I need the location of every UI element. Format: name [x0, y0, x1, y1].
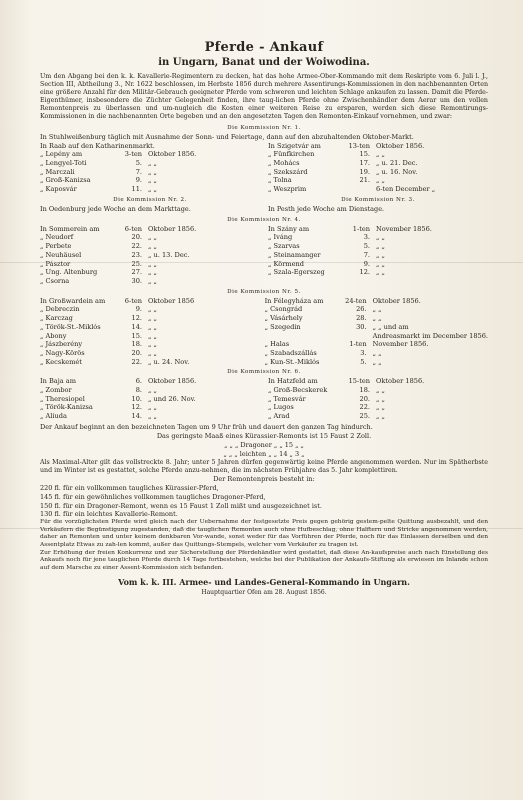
schedule-town: „ Nagy-Körös — [40, 348, 85, 357]
schedule-town: „ Neuhäusel — [40, 250, 82, 259]
commission-3-heading: Die Kommission Nr. 3. — [341, 196, 415, 203]
schedule-row — [40, 314, 257, 323]
schedule-day: 20. — [131, 233, 142, 242]
schedule-day: 18. — [131, 340, 142, 349]
schedule-extra: Oktober 1856 — [148, 296, 195, 305]
schedule-extra: „ „ — [376, 250, 385, 259]
schedule-extra: „ „ — [148, 167, 157, 176]
schedule-town: „ Iváng — [268, 233, 293, 242]
schedule-row — [265, 340, 488, 349]
commission-3-note: In Pesth jede Woche am Dienstage. — [268, 204, 385, 213]
schedule-row — [265, 314, 488, 323]
schedule-row — [265, 297, 488, 306]
schedule-row — [40, 268, 260, 277]
schedule-town: „ Szegedin — [264, 322, 301, 331]
schedule-extra: „ „ — [376, 412, 385, 421]
schedule-row — [40, 159, 260, 168]
schedule-row — [268, 377, 488, 386]
schedule-row — [40, 305, 257, 314]
schedule-row — [268, 251, 488, 260]
schedule-town: „ Tolna — [268, 176, 292, 185]
schedule-town: „ Csongrád — [264, 305, 303, 314]
schedule-day: 9. — [135, 305, 142, 314]
schedule-town: „ Zombor — [40, 386, 72, 395]
schedule-row — [265, 323, 488, 332]
schedule-extra: „ „ — [372, 357, 382, 366]
schedule-extra: Oktober 1856. — [376, 141, 425, 150]
schedule-row — [40, 185, 260, 194]
age-paragraph: Als Maximal-Alter gilt das vollstreckte 8. Jahr; unter 5 Jahren dürfen gegenwärtig keine Pferde angenommen werden. Nur im Spätherbste und im Winter ist es gestattet, solche Pferde anzu-nehmen, die im nächsten Frühjahre das 5. Jahr komplettiren. — [40, 458, 488, 474]
schedule-row — [268, 242, 488, 251]
schedule-town: „ Kecskemét — [40, 357, 82, 366]
schedule-day: 1-ten — [352, 224, 370, 233]
schedule-day: 28. — [356, 314, 367, 323]
schedule-day: 15. — [131, 331, 142, 340]
commission-1-table — [40, 142, 488, 194]
commission-1-left-column — [40, 142, 260, 194]
schedule-row — [268, 260, 488, 269]
document — [40, 40, 488, 597]
schedule-town: „ Debreczin — [40, 305, 80, 314]
commission-2-3-block — [40, 194, 488, 214]
schedule-row — [40, 332, 257, 341]
schedule-town: „ Temesvár — [268, 394, 306, 403]
schedule-day: 22. — [131, 357, 142, 366]
schedule-row — [40, 349, 257, 358]
commission-5-left-column — [40, 297, 257, 367]
schedule-day: 11. — [131, 185, 142, 194]
schedule-day: 7. — [135, 167, 142, 176]
commission-4-heading: Die Kommission Nr. 4. — [227, 216, 301, 223]
commission-1-right-column — [268, 142, 488, 194]
schedule-town: „ Szarvas — [268, 242, 300, 251]
price-item: 145 fl. für ein gewöhnliches vollkommen taugliches Dragoner-Pferd, — [40, 492, 266, 501]
schedule-row — [40, 340, 257, 349]
schedule-town: „ Neudorf — [40, 233, 74, 242]
price-item: 150 fl. für ein Dragoner-Remont, wenn es 15 Faust 1 Zoll mißt und ausgezeichnet ist. — [40, 501, 322, 510]
intro-paragraph: Um den Abgang bei den k. k. Kavallerie-Regimentern zu decken, hat das hohe Armee-Ober-Kommando mit dem Reskripte vom 6. Juli l. J., Section III, Abtheilung 3., Nr. 1622 beschlossen, im Herbste 1856 durch mehrere Assentirungs-Kommissionen in den nachbenannten Orten eine größere Anzahl für den Militär-Gebrauch geeigneter Pferde vom schweren und leichten Schlage ankaufen zu lassen. Damit die Pferde-Eigenthümer, insbesondere die Züchter Gelegenheit finden, ihre taug-lichen Pferde ohne Zwischenhändler dem Aerar um den vollen Remontenpreis zu überlassen und um-nugleich die Kosten einer weiteren Reise zu ersparen, werden sich diese Remontirungs-Kommissionen in die nachbenannten Orte begeben und an den angesetzten Tagen den Remonten-Einkauf vornehmen, und zwar: — [40, 73, 488, 121]
schedule-town: „ Lengyel-Toti — [40, 158, 87, 167]
schedule-town: „ Török-St.-Miklós — [40, 322, 101, 331]
schedule-day — [345, 332, 367, 341]
schedule-extra: „ „ — [372, 314, 382, 323]
schedule-town: In Szigetvár am — [268, 141, 321, 150]
schedule-extra: „ „ — [148, 233, 157, 242]
schedule-row — [40, 403, 260, 412]
schedule-row — [40, 358, 257, 367]
schedule-day: 6. — [135, 377, 142, 386]
schedule-day: 12. — [131, 314, 142, 323]
schedule-town: „ Ung. Altenburg — [40, 268, 98, 277]
schedule-row — [40, 168, 260, 177]
schedule-day: 10. — [131, 394, 142, 403]
schedule-day: 9. — [363, 259, 370, 268]
schedule-extra: „ „ — [376, 394, 385, 403]
schedule-town: „ Lepény am — [40, 150, 83, 159]
schedule-row — [40, 225, 260, 234]
schedule-day: 13-ten — [348, 141, 370, 150]
schedule-town: „ Halas — [264, 340, 290, 349]
price-heading: Der Remontenpreis besteht in: — [213, 475, 315, 484]
commission-2-heading: Die Kommission Nr. 2. — [113, 196, 187, 203]
schedule-row — [40, 176, 260, 185]
commission-4-left-column — [40, 225, 260, 286]
schedule-row — [40, 377, 260, 386]
schedule-town: „ Marczali — [40, 167, 75, 176]
schedule-extra: „ „ — [148, 314, 157, 323]
schedule-day: 22. — [131, 242, 142, 251]
commission-5-heading: Die Kommission Nr. 5. — [227, 288, 301, 295]
schedule-extra: „ u. 21. Dec. — [376, 158, 418, 167]
schedule-extra: „ „ — [148, 277, 157, 285]
schedule-extra: „ u. 24. Nov. — [148, 357, 190, 366]
schedule-row — [265, 332, 488, 341]
schedule-day — [120, 142, 142, 151]
schedule-extra: „ „ — [376, 268, 385, 277]
schedule-town: „ Lugos — [268, 403, 294, 412]
schedule-day — [348, 185, 370, 194]
terms-paragraph-1: Für die vorzüglichsten Pferde wird gleich nach der Uebernahme der festgesetzte Preis gegen gehörig gestem-pelte Quittung ausbezahlt, und den Verkäufern die Begünstigung zugestanden, daß die tauglichen Remonten auch ohne Hufbeschlag, ohne Halftern und Stricke angenommen werden, daher an Remonten und unter keinem denkbaren Vor-wande, sonst weder für das Vorführen der Pferde, noch für das Einlassen derselben und den Assentplatz Etwas zu zah-len kommt, außer das Quittungs-Stempels, welcher vom Verkäufer zu tragen ist. — [40, 519, 488, 548]
schedule-day: 15. — [359, 150, 370, 159]
schedule-town: „ Körmend — [268, 259, 305, 268]
schedule-day: 30. — [131, 277, 142, 285]
schedule-extra: „ „ — [376, 150, 385, 159]
schedule-day: 8. — [135, 386, 142, 395]
price-item: 220 fl. für ein vollkommen taugliches Kürassier-Pferd, — [40, 484, 219, 493]
schedule-extra: Oktober 1856. — [376, 377, 425, 386]
schedule-row — [268, 268, 488, 277]
measure-line-1: Das geringste Maaß eines Kürassier-Remonts ist 15 Faust 2 Zoll. — [156, 431, 372, 440]
schedule-town: „ Pásztor — [40, 259, 71, 268]
commission-5-table — [40, 297, 488, 367]
schedule-town: In Großwardein am — [40, 296, 106, 305]
schedule-day: 6-ten — [124, 224, 142, 233]
schedule-town: „ Groß-Becskerek — [268, 386, 328, 395]
schedule-day: 19. — [359, 167, 370, 176]
schedule-day: 30. — [356, 322, 367, 331]
commission-6-left-column — [40, 377, 260, 421]
schedule-town: In Baja am — [40, 377, 76, 386]
schedule-row — [40, 297, 257, 306]
schedule-row — [268, 412, 488, 421]
purchase-time-note: Der Ankauf beginnt an den bezeichneten Tagen um 9 Uhr früh und dauert den ganzen Tag hindurch. — [40, 422, 373, 431]
schedule-row — [268, 150, 488, 159]
schedule-row — [268, 386, 488, 395]
schedule-town: „ Mohács — [268, 158, 300, 167]
commission-4-table — [40, 225, 488, 286]
schedule-town: In Sommerein am — [40, 224, 100, 233]
schedule-row — [268, 395, 488, 404]
schedule-row — [40, 242, 260, 251]
commission-4-right-column — [268, 225, 488, 286]
commission-5-right-column — [265, 297, 488, 367]
schedule-town: „ Vásárhely — [264, 314, 303, 323]
schedule-day: 22. — [359, 403, 370, 412]
schedule-row — [265, 305, 488, 314]
schedule-town: „ Theresiopel — [40, 394, 85, 403]
schedule-extra: „ „ — [148, 242, 157, 251]
schedule-row — [40, 233, 260, 242]
commission-1-heading: Die Kommission Nr. 1. — [227, 124, 301, 131]
schedule-extra: „ „ — [148, 386, 157, 395]
terms-paragraph-2: Zur Erhöhung der freien Konkurrenz und zur Sicherstellung der Pferdehändler wird gestattet, daß diese An-kaufspreise auch nach Einstellung des Ankaufs noch für jene tauglichen Pferde durch 14 Tage fortbestehen, welche bei der Publikation der Ankaufs-Stiftung als erwiesen im Inlande schon auf dem Marsche zu einer Assent-Kommission sich befanden. — [40, 549, 488, 571]
schedule-town: „ Groß-Kanizsa — [40, 176, 91, 185]
schedule-extra: Oktober 1856. — [148, 377, 197, 386]
schedule-town: „ Weszprim — [268, 185, 307, 194]
schedule-town: „ Arad — [268, 412, 290, 421]
schedule-day: 27. — [131, 268, 142, 277]
schedule-town: „ Szabadszállás — [264, 348, 317, 357]
schedule-row — [268, 233, 488, 242]
schedule-extra: „ „ — [148, 340, 157, 349]
schedule-row — [40, 277, 260, 286]
schedule-day: 3. — [360, 348, 367, 357]
schedule-extra: November 1856. — [372, 340, 429, 349]
commission-2-note: In Oedenburg jede Woche an dem Markttage. — [40, 204, 191, 213]
schedule-row — [265, 358, 488, 367]
schedule-day: 20. — [131, 348, 142, 357]
schedule-extra: Oktober 1856. — [372, 296, 421, 305]
schedule-day: 7. — [363, 250, 370, 259]
schedule-extra — [148, 142, 260, 151]
schedule-extra: „ „ — [148, 348, 157, 357]
schedule-extra: „ u. 16. Nov. — [376, 167, 418, 176]
schedule-day: 1-ten — [349, 340, 367, 349]
schedule-day: 5. — [135, 158, 142, 167]
schedule-day: 25. — [359, 412, 370, 421]
schedule-row — [40, 323, 257, 332]
schedule-extra: „ „ — [376, 233, 385, 242]
schedule-row — [40, 251, 260, 260]
schedule-town: In Raab auf den Katharinenmarkt. — [40, 141, 155, 150]
commission-6-heading: Die Kommission Nr. 6. — [227, 369, 301, 376]
schedule-extra: „ und 26. Nov. — [148, 394, 196, 403]
schedule-row — [40, 260, 260, 269]
measure-line-2: „ „ „ Dragoner „ „ 15 „ „ — [224, 440, 304, 449]
commission-1-note: In Stuhlweißenburg täglich mit Ausnahme der Sonn- und Feiertage, dann auf den abzuhaltenden Oktober-Markt. — [40, 132, 414, 141]
price-item: 130 fl. für ein leichtes Kavallerie-Remont. — [40, 510, 178, 519]
schedule-day: 12. — [359, 268, 370, 277]
schedule-day: 5. — [360, 357, 367, 366]
schedule-town: „ Szala-Egerszeg — [268, 268, 325, 277]
schedule-town: „ Perbete — [40, 242, 72, 251]
schedule-extra: „ „ — [376, 259, 385, 268]
schedule-town: „ Kaposvár — [40, 185, 77, 194]
schedule-town: „ Aliuda — [40, 412, 67, 421]
schedule-day: 14. — [131, 322, 142, 331]
price-list — [40, 484, 488, 519]
schedule-town: In Szány am — [268, 224, 310, 233]
schedule-extra: Oktober 1856. — [148, 150, 197, 159]
schedule-extra: November 1856. — [376, 224, 432, 233]
schedule-row — [268, 225, 488, 234]
schedule-row — [40, 150, 260, 159]
schedule-extra: „ „ — [148, 331, 157, 340]
schedule-town — [265, 332, 345, 341]
schedule-extra: „ „ — [148, 259, 157, 268]
schedule-extra: „ „ — [148, 412, 157, 421]
schedule-row — [40, 412, 260, 421]
schedule-row — [268, 159, 488, 168]
schedule-row — [268, 142, 488, 151]
schedule-row — [265, 349, 488, 358]
document-subtitle: in Ungarn, Banat und der Woiwodina. — [158, 57, 370, 68]
schedule-row — [40, 395, 260, 404]
schedule-day: 21. — [359, 176, 370, 185]
schedule-row — [268, 403, 488, 412]
schedule-day: 25. — [131, 259, 142, 268]
schedule-day: 26. — [356, 305, 367, 314]
signature-line: Vom k. k. III. Armee- und Landes-General-Kommando in Ungarn. — [118, 577, 410, 588]
schedule-day: 9. — [135, 176, 142, 185]
measure-line-3: „ „ „ leichten „ „ 14 „ 3 „ — [223, 449, 305, 458]
schedule-day: 6-ten — [124, 296, 142, 305]
schedule-day: 14. — [131, 412, 142, 421]
schedule-extra: „ „ — [376, 386, 385, 395]
schedule-town: „ Jászberény — [40, 340, 83, 349]
schedule-town: „ Kun-St.-Miklós — [264, 357, 320, 366]
schedule-extra: „ „ — [148, 185, 157, 194]
commission-6-table — [40, 377, 488, 421]
schedule-extra: „ „ — [376, 176, 385, 185]
schedule-day: 3. — [363, 233, 370, 242]
schedule-extra: „ „ — [376, 403, 385, 412]
commission-6-right-column — [268, 377, 488, 421]
schedule-extra: „ „ — [372, 348, 382, 357]
schedule-extra: „ „ — [376, 242, 385, 251]
schedule-town: „ Abony — [40, 331, 67, 340]
schedule-extra: „ „ und am — [372, 322, 409, 331]
schedule-extra: „ „ — [148, 322, 157, 331]
schedule-row — [40, 386, 260, 395]
schedule-town: „ Török-Kanizsa — [40, 403, 93, 412]
schedule-row — [268, 176, 488, 185]
schedule-extra: Oktober 1856. — [148, 224, 197, 233]
schedule-town: „ Steinamanger — [268, 250, 321, 259]
schedule-town: In Hatzfeld am — [268, 377, 318, 386]
schedule-extra: „ „ — [148, 158, 157, 167]
schedule-extra: „ „ — [372, 305, 382, 314]
schedule-extra: Andreasmarkt im December 1856. — [372, 331, 488, 340]
schedule-day: 15-ten — [348, 377, 370, 386]
schedule-row — [40, 142, 260, 151]
place-date-line: Hauptquartier Ofen am 28. August 1856. — [201, 589, 327, 597]
schedule-day: 17. — [359, 158, 370, 167]
schedule-day: 5. — [363, 242, 370, 251]
schedule-row — [268, 168, 488, 177]
schedule-day: 18. — [359, 386, 370, 395]
schedule-extra: „ „ — [148, 176, 157, 185]
schedule-day: 23. — [131, 250, 142, 259]
schedule-extra: „ „ — [148, 268, 157, 277]
schedule-town: „ Fünfkirchen — [268, 150, 315, 159]
schedule-extra: „ „ — [148, 403, 157, 412]
schedule-day: 20. — [359, 394, 370, 403]
schedule-town: In Félegyháza am — [264, 296, 324, 305]
document-title: Pferde - Ankauf — [204, 40, 324, 55]
schedule-day: 12. — [131, 403, 142, 412]
schedule-town: „ Karczag — [40, 314, 73, 323]
schedule-extra: „ u. 13. Dec. — [148, 250, 190, 259]
schedule-town: „ Csorna — [40, 277, 70, 285]
schedule-day: 3-ten — [124, 150, 142, 159]
schedule-extra: „ „ — [148, 305, 157, 314]
schedule-extra: 6-ten December „ — [376, 185, 436, 194]
schedule-row — [268, 185, 488, 194]
schedule-day: 24-ten — [345, 296, 367, 305]
schedule-town: „ Szekszárd — [268, 167, 308, 176]
